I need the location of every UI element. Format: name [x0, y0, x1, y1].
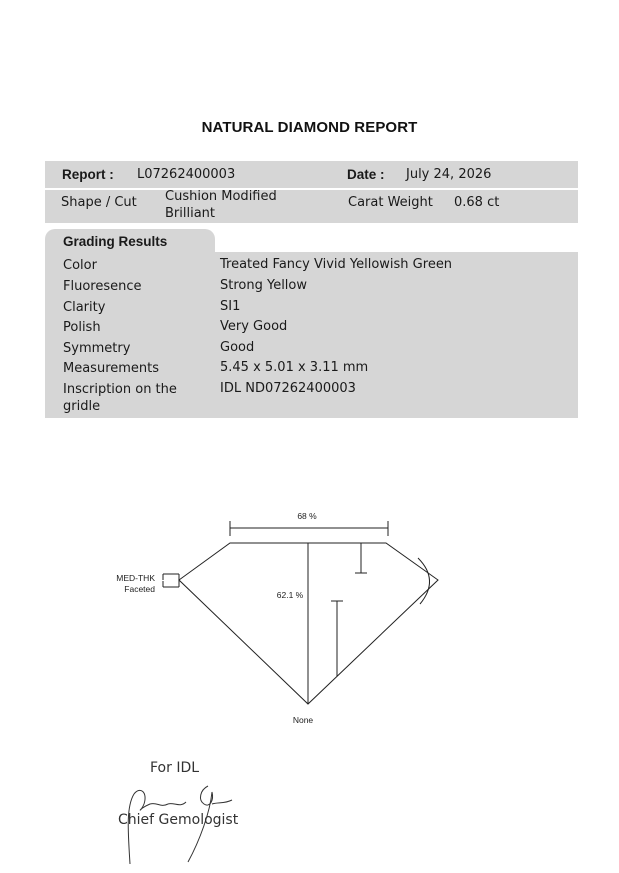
- depth-percent-label: 62.1 %: [276, 590, 304, 600]
- girdle-finish-label: Faceted: [124, 584, 155, 594]
- grading-results-panel: [45, 252, 578, 418]
- grading-results-tab: [45, 229, 215, 253]
- grading-value: Very Good: [220, 319, 288, 334]
- carat-label: Carat Weight: [348, 195, 433, 210]
- grading-value: Good: [220, 340, 255, 355]
- report-label: Report :: [62, 167, 114, 182]
- grading-results-title: Grading Results: [63, 234, 168, 249]
- grading-label: Inscription on the gridle: [63, 382, 177, 414]
- grading-value: Strong Yellow: [220, 278, 308, 293]
- table-percent-label: 68 %: [297, 511, 317, 521]
- grading-value: SI1: [220, 299, 241, 314]
- grading-label: Polish: [63, 320, 101, 335]
- grading-value: IDL ND07262400003: [220, 381, 356, 396]
- report-number: L07262400003: [137, 167, 236, 182]
- carat-value: 0.68 ct: [454, 195, 500, 210]
- shape-label: Shape / Cut: [61, 195, 137, 210]
- grading-value: 5.45 x 5.01 x 3.11 mm: [220, 360, 369, 375]
- for-idl-label: For IDL: [150, 760, 200, 776]
- shape-carat-row: [45, 190, 578, 223]
- shape-value-line2: Brilliant: [165, 206, 216, 221]
- grading-label: Measurements: [63, 361, 160, 376]
- shape-value-line1: Cushion Modified: [165, 189, 277, 204]
- grading-label: Clarity: [63, 300, 106, 315]
- grading-label: Fluoresence: [63, 279, 142, 294]
- report-title: NATURAL DIAMOND REPORT: [201, 119, 418, 136]
- chief-gemologist-label: Chief Gemologist: [118, 812, 239, 828]
- grading-value: Treated Fancy Vivid Yellowish Green: [220, 257, 453, 272]
- grading-label: Color: [63, 258, 97, 273]
- grading-label: Symmetry: [63, 341, 131, 356]
- date-label: Date :: [347, 167, 385, 182]
- signature-block: [100, 752, 260, 872]
- girdle-thickness-label: MED-THK: [116, 573, 155, 583]
- diamond-proportions-diagram: [0, 500, 619, 735]
- report-header-row: [45, 161, 578, 188]
- culet-label: None: [292, 715, 314, 725]
- girdle-bracket: [163, 574, 179, 587]
- date-value: July 24, 2026: [406, 167, 492, 182]
